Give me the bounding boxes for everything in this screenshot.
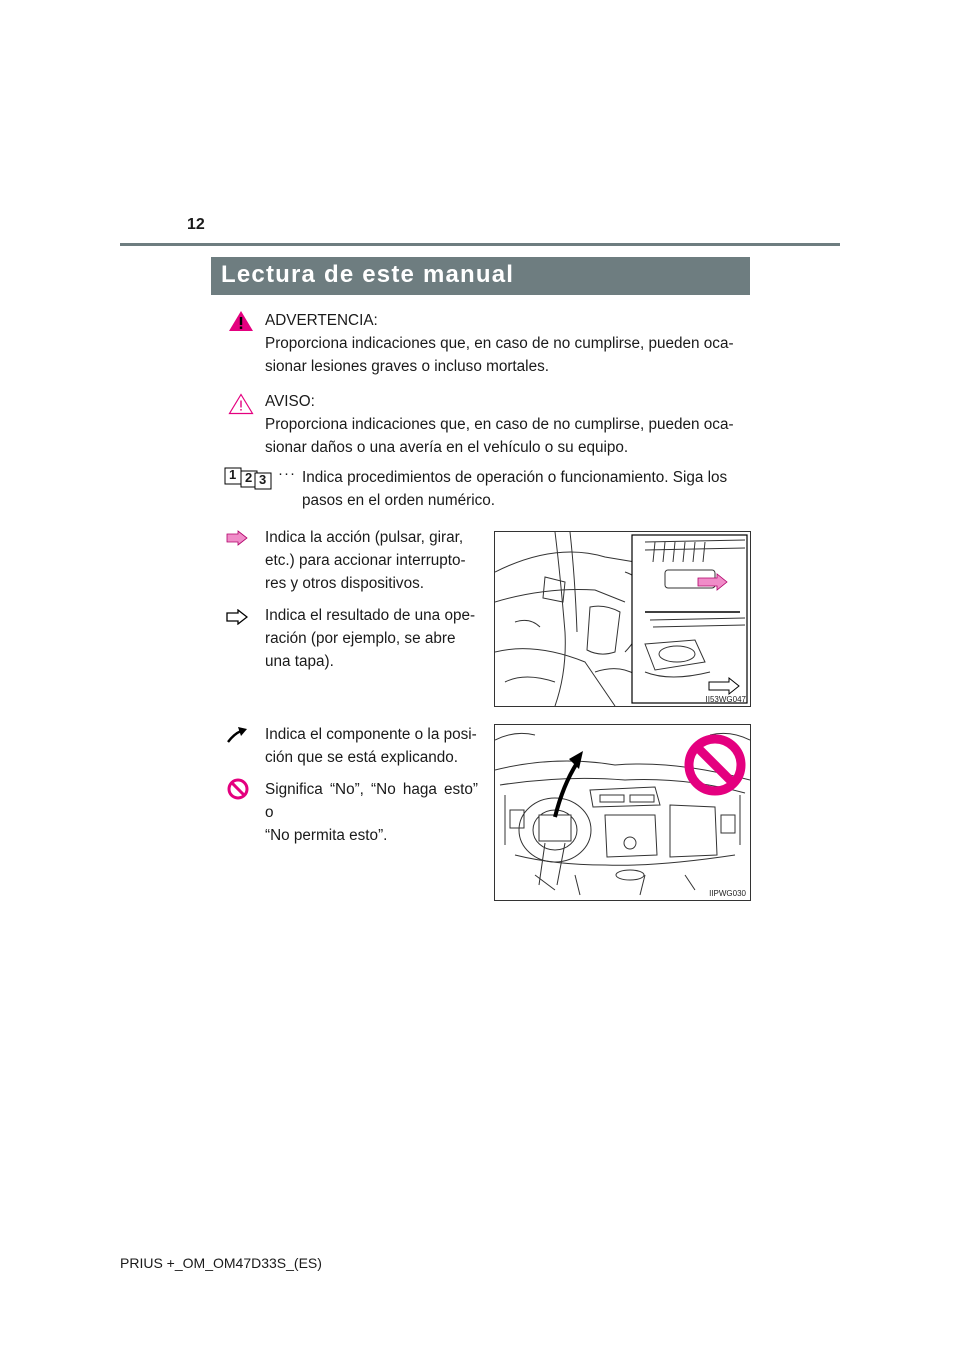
component-entry: [265, 723, 478, 769]
caution-outline-triangle-icon: [228, 393, 254, 420]
warning-entry: [265, 309, 743, 378]
header-rule: [120, 243, 840, 246]
result-entry: [265, 604, 478, 673]
action-line: res y otros dispositivos.: [265, 575, 424, 592]
numbered-steps-icon: [224, 467, 274, 491]
prohibited-entry: [265, 778, 478, 847]
warning-line: sionar lesiones graves o incluso mortales.: [265, 358, 549, 375]
action-line: Indica la acción (pulsar, girar,: [265, 529, 464, 546]
steps-separator: ···: [278, 465, 296, 482]
component-line: Indica el componente o la posi-: [265, 726, 477, 743]
dashboard-illustration: [494, 724, 751, 901]
action-entry: [265, 526, 478, 595]
step-digit: 2: [245, 470, 253, 485]
outline-arrow-icon: [226, 609, 248, 630]
notice-line: Proporciona indicaciones que, en caso de no cumplirse, pueden oca-: [265, 416, 734, 433]
figure-code: II53WG047: [705, 695, 746, 704]
pink-filled-arrow-icon: [226, 530, 248, 551]
step-digit: 1: [229, 467, 237, 482]
curved-pointer-arrow-icon: [226, 726, 248, 749]
footer-document-code: PRIUS +_OM_OM47D33S_(ES): [120, 1255, 322, 1271]
step-digit: 3: [259, 472, 267, 487]
warning-label: ADVERTENCIA:: [265, 312, 378, 329]
notice-label: AVISO:: [265, 393, 315, 410]
steps-line: pasos en el orden numérico.: [302, 492, 496, 509]
figure-code: IIPWG030: [709, 889, 746, 898]
result-line: ración (por ejemplo, se abre: [265, 630, 456, 647]
prohibited-line: Significa “No”, “No haga esto” o: [265, 781, 478, 821]
prohibition-circle-icon: [227, 778, 249, 805]
notice-entry: [265, 390, 743, 459]
section-title: Lectura de este manual: [221, 261, 515, 288]
section-banner: [211, 257, 750, 295]
action-line: etc.) para accionar interrupto-: [265, 552, 466, 569]
warning-line: Proporciona indicaciones que, en caso de no cumplirse, pueden oca-: [265, 335, 734, 352]
result-line: Indica el resultado de una ope-: [265, 607, 476, 624]
prohibited-line: “No permita esto”.: [265, 827, 388, 844]
notice-line: sionar daños o una avería en el vehículo o su equipo.: [265, 439, 629, 456]
warning-filled-triangle-icon: [228, 310, 254, 337]
steps-entry: [302, 466, 743, 512]
steps-line: Indica procedimientos de operación o funcionamiento. Siga los: [302, 469, 728, 486]
cupholder-illustration: [494, 531, 751, 707]
component-line: ción que se está explicando.: [265, 749, 459, 766]
result-line: una tapa).: [265, 653, 334, 670]
page-number: 12: [187, 216, 205, 233]
